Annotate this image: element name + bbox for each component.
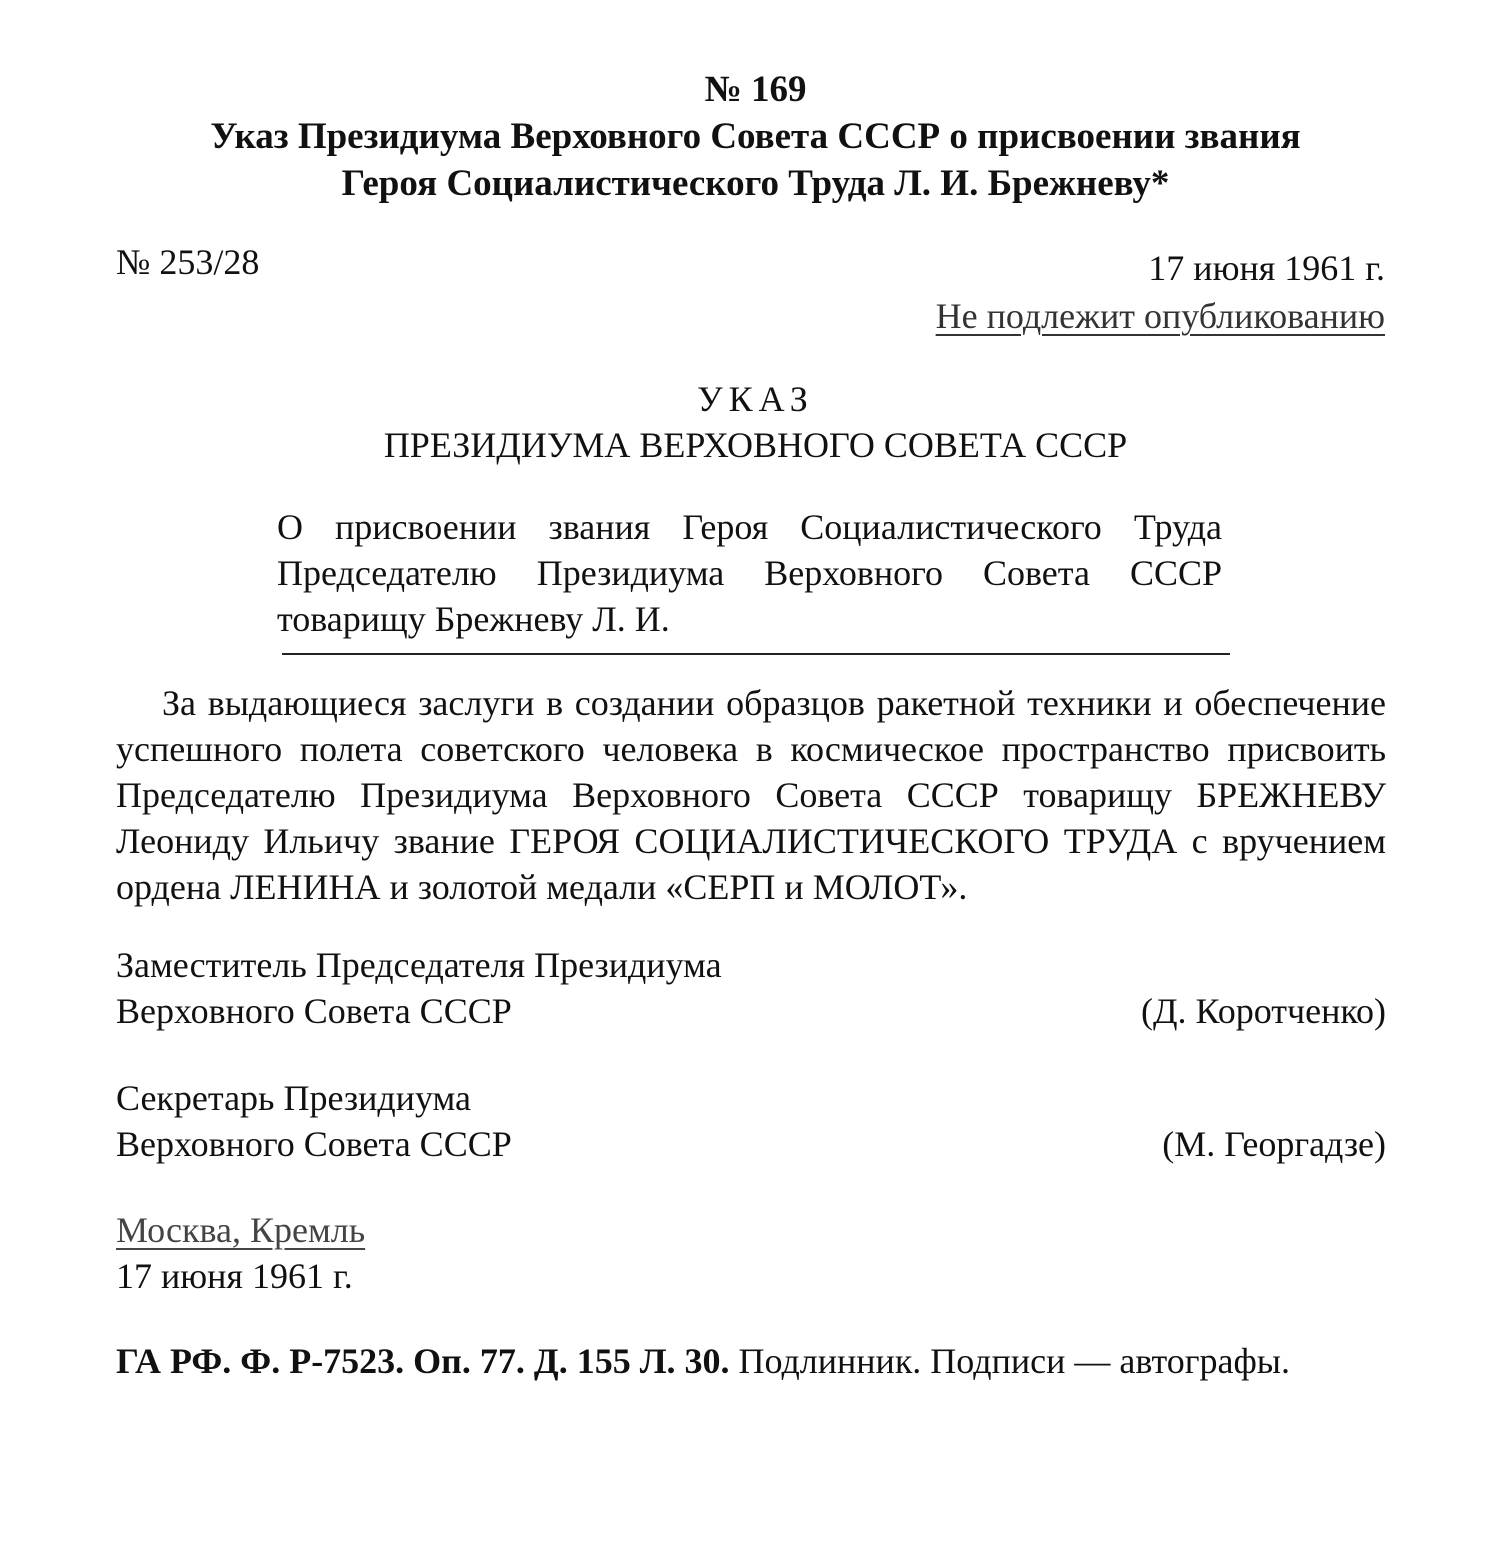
date-block: [936, 244, 1385, 340]
decree-subject: О присвоении звания Героя Социалистического Труда Председателю Президиума Верховного Совета СССР товарищу Брежневу Л. И.: [277, 507, 1222, 639]
registration-number: № 253/28: [116, 242, 260, 282]
decree-title: УКАЗ: [697, 379, 814, 419]
signer-name: (Д. Коротченко): [1140, 991, 1386, 1031]
archive-reference: ГА РФ. Ф. Р-7523. Оп. 77. Д. 155 Л. 30.: [116, 1341, 730, 1381]
decree-body: За выдающиеся заслуги в создании образцов ракетной техники и обеспечение успешного полета советского человека в космическое пространство присвоить Председателю Президиума Верховного Совета СССР товарищу БРЕЖНЕВУ Леониду Ильичу звание ГЕРОЯ СОЦИАЛИСТИЧЕСКОГО ТРУДА с вручением ордена ЛЕНИНА и золотой медали «СЕРП и МОЛОТ».: [116, 683, 1386, 907]
document-number: № 169: [704, 69, 807, 110]
document-heading: [0, 66, 1511, 207]
place-and-date: [116, 1207, 375, 1299]
signer-title-line-2: Верховного Совета СССР: [116, 991, 512, 1031]
signer-title-line-1: Секретарь Президиума: [116, 1078, 471, 1118]
signature-block-1: [116, 942, 1386, 1034]
archive-note: Подлинник. Подписи — автографы.: [729, 1341, 1290, 1381]
document-title-line-2: Героя Социалистического Труда Л. И. Брежневу*: [341, 163, 1170, 204]
restriction-note: Не подлежит опубликованию: [935, 296, 1385, 336]
signer-name: (М. Георгадзе): [1162, 1124, 1386, 1164]
decree-title-block: [0, 376, 1511, 468]
document-title-line-1: Указ Президиума Верховного Совета СССР о присвоении звания: [210, 116, 1301, 157]
decree-issuer: ПРЕЗИДИУМА ВЕРХОВНОГО СОВЕТА СССР: [383, 425, 1128, 465]
signature-block-2: [116, 1075, 1386, 1167]
archive-citation: [116, 1338, 1290, 1384]
signer-title-line-2: Верховного Совета СССР: [116, 1124, 512, 1164]
place: Москва, Кремль: [116, 1210, 366, 1250]
subject-divider: [282, 653, 1230, 655]
signer-title-line-1: Заместитель Председателя Президиума: [116, 945, 722, 985]
footer-date: 17 июня 1961 г.: [116, 1256, 353, 1296]
issue-date: 17 июня 1961 г.: [1148, 248, 1385, 288]
